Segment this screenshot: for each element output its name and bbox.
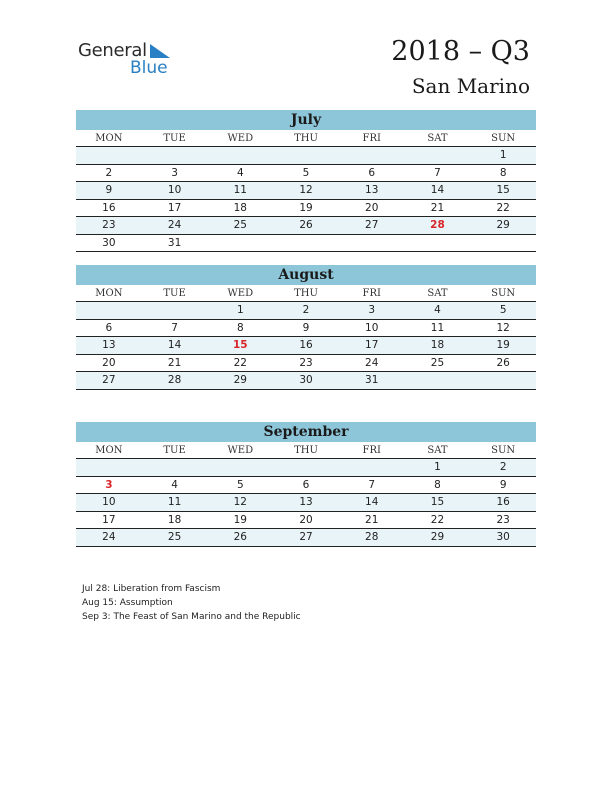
day-cell: 17	[167, 201, 182, 214]
day-cell: 15	[430, 496, 445, 508]
day-cell: 1	[434, 461, 441, 473]
holiday-note: Sep 3: The Feast of San Marino and the Republic	[82, 612, 301, 622]
day-cell: 2	[105, 166, 113, 179]
day-cell: 23	[299, 356, 313, 369]
week-row	[76, 494, 536, 512]
week-row	[76, 355, 536, 373]
day-cell: 10	[102, 496, 116, 508]
day-cell: 10	[167, 184, 182, 196]
week-row	[76, 529, 536, 547]
day-cell: 12	[299, 184, 313, 196]
day-cell: 19	[233, 513, 247, 526]
day-cell	[405, 372, 471, 389]
day-cell: 20	[365, 201, 379, 214]
day-cell: 1	[236, 304, 244, 316]
day-cell	[405, 147, 471, 164]
day-cell	[339, 147, 405, 164]
day-cell: 21	[365, 513, 379, 526]
week-row	[76, 372, 536, 390]
day-cell: 8	[236, 321, 244, 334]
day-cell	[405, 235, 471, 252]
day-cell	[76, 147, 142, 164]
weekday-label: SUN	[491, 288, 516, 299]
logo-blue-text: Blue	[130, 58, 168, 78]
day-cell: 2	[499, 461, 507, 473]
week-row	[76, 459, 536, 477]
holiday-note: Aug 15: Assumption	[82, 598, 173, 608]
weekday-label: SAT	[427, 288, 448, 299]
weekday-label: THU	[294, 133, 318, 144]
day-cell: 8	[499, 166, 507, 179]
day-cell	[142, 147, 208, 164]
day-cell: 7	[368, 478, 376, 491]
day-cell: 22	[430, 513, 445, 526]
day-cell: 21	[430, 201, 445, 214]
weekday-label: SAT	[427, 133, 448, 144]
holiday-date: 3	[105, 478, 113, 491]
week-row	[76, 200, 536, 218]
week-row	[76, 512, 536, 530]
day-cell: 7	[434, 166, 441, 179]
day-cell: 18	[233, 201, 247, 214]
weekday-label: WED	[227, 133, 254, 144]
day-cell	[339, 235, 405, 252]
week-row	[76, 147, 536, 165]
day-cell: 29	[233, 374, 247, 386]
day-cell: 9	[499, 478, 507, 491]
day-cell: 15	[496, 184, 510, 196]
month-august	[76, 265, 536, 390]
weekday-label: MON	[95, 445, 123, 456]
day-cell: 8	[434, 478, 441, 491]
day-cell: 20	[299, 513, 313, 526]
day-cell	[76, 459, 142, 476]
day-cell: 24	[167, 219, 182, 231]
day-cell: 22	[496, 201, 510, 214]
page-subtitle: San Marino	[411, 74, 530, 98]
day-cell: 26	[496, 356, 510, 369]
week-row	[76, 302, 536, 320]
day-cell: 3	[368, 304, 376, 316]
day-cell: 14	[365, 496, 379, 508]
day-cell: 9	[302, 321, 310, 334]
day-cell	[273, 235, 339, 252]
day-cell: 5	[236, 478, 244, 491]
logo	[78, 40, 188, 80]
day-cell: 6	[302, 478, 310, 491]
day-cell: 17	[102, 513, 116, 526]
page-title: 2018 – Q3	[391, 36, 530, 67]
day-cell: 13	[102, 339, 116, 351]
weekday-row	[76, 442, 536, 459]
weekday-label: TUE	[163, 133, 186, 144]
day-cell: 25	[430, 356, 445, 369]
month-header: September	[76, 422, 536, 442]
weekday-label: MON	[95, 288, 123, 299]
logo-general-text: General	[78, 40, 147, 61]
holiday-date: 15	[232, 339, 248, 351]
day-cell: 25	[167, 531, 182, 543]
day-cell: 12	[496, 321, 510, 334]
weekday-label: SAT	[427, 445, 448, 456]
day-cell	[76, 302, 142, 319]
week-row	[76, 337, 536, 355]
month-september	[76, 422, 536, 547]
day-cell	[142, 302, 208, 319]
day-cell: 11	[430, 321, 445, 334]
day-cell	[142, 459, 208, 476]
day-cell	[207, 459, 273, 476]
week-row	[76, 320, 536, 338]
day-cell: 31	[365, 374, 379, 386]
day-cell: 4	[171, 478, 178, 491]
day-cell: 30	[299, 374, 313, 386]
weekday-label: FRI	[362, 133, 381, 144]
weekday-label: SUN	[491, 445, 516, 456]
day-cell: 28	[365, 531, 379, 543]
day-cell: 10	[365, 321, 379, 334]
month-july	[76, 110, 536, 252]
day-cell: 26	[233, 531, 247, 543]
week-row	[76, 165, 536, 183]
day-cell	[470, 235, 536, 252]
day-cell: 11	[167, 496, 182, 508]
day-cell: 25	[233, 219, 247, 231]
day-cell: 14	[430, 184, 445, 196]
day-cell: 14	[167, 339, 182, 351]
day-cell: 27	[299, 531, 313, 543]
day-cell: 12	[233, 496, 247, 508]
week-row	[76, 477, 536, 495]
day-cell: 30	[496, 531, 510, 543]
week-row	[76, 182, 536, 200]
weekday-label: MON	[95, 133, 123, 144]
weekday-label: SUN	[491, 133, 516, 144]
day-cell: 2	[302, 304, 310, 316]
day-cell	[273, 459, 339, 476]
day-cell: 16	[496, 496, 510, 508]
day-cell: 30	[102, 236, 116, 249]
weekday-label: FRI	[362, 288, 381, 299]
day-cell: 20	[102, 356, 116, 369]
day-cell: 6	[105, 321, 113, 334]
day-cell: 5	[499, 304, 507, 316]
day-cell: 27	[102, 374, 116, 386]
weekday-label: WED	[227, 445, 254, 456]
day-cell: 18	[430, 339, 445, 351]
day-cell: 16	[299, 339, 313, 351]
day-cell: 13	[299, 496, 313, 508]
day-cell: 23	[102, 219, 116, 231]
day-cell: 1	[499, 149, 507, 161]
day-cell	[273, 147, 339, 164]
day-cell: 22	[233, 356, 247, 369]
day-cell: 31	[167, 236, 182, 249]
day-cell: 19	[496, 339, 510, 351]
month-header: July	[76, 110, 536, 130]
day-cell: 16	[102, 201, 116, 214]
day-cell: 21	[167, 356, 182, 369]
day-cell: 9	[105, 184, 113, 196]
day-cell: 17	[365, 339, 379, 351]
day-cell: 6	[368, 166, 376, 179]
weekday-row	[76, 130, 536, 147]
holiday-notes	[82, 582, 301, 624]
day-cell: 29	[496, 219, 510, 231]
day-cell: 11	[233, 184, 247, 196]
week-row	[76, 235, 536, 253]
day-cell: 4	[434, 304, 441, 316]
day-cell: 27	[365, 219, 379, 231]
weekday-row	[76, 285, 536, 302]
day-cell: 4	[236, 166, 244, 179]
day-cell: 28	[167, 374, 182, 386]
logo-flag-icon	[150, 44, 170, 58]
day-cell	[207, 147, 273, 164]
day-cell: 26	[299, 219, 313, 231]
day-cell	[339, 459, 405, 476]
day-cell: 13	[365, 184, 379, 196]
day-cell: 3	[171, 166, 178, 179]
day-cell: 23	[496, 513, 510, 526]
day-cell: 19	[299, 201, 313, 214]
day-cell: 7	[171, 321, 178, 334]
holiday-note: Jul 28: Liberation from Fascism	[82, 584, 221, 594]
day-cell: 5	[302, 166, 310, 179]
weekday-label: FRI	[362, 445, 381, 456]
holiday-date: 28	[430, 219, 445, 231]
day-cell: 18	[167, 513, 182, 526]
week-row	[76, 217, 536, 235]
day-cell	[207, 235, 273, 252]
day-cell	[470, 372, 536, 389]
weekday-label: TUE	[163, 288, 186, 299]
weekday-label: WED	[227, 288, 254, 299]
weekday-label: TUE	[163, 445, 186, 456]
month-header: August	[76, 265, 536, 285]
day-cell: 24	[102, 531, 116, 543]
weekday-label: THU	[294, 288, 318, 299]
day-cell: 29	[430, 531, 445, 543]
day-cell: 24	[365, 356, 379, 369]
weekday-label: THU	[294, 445, 318, 456]
